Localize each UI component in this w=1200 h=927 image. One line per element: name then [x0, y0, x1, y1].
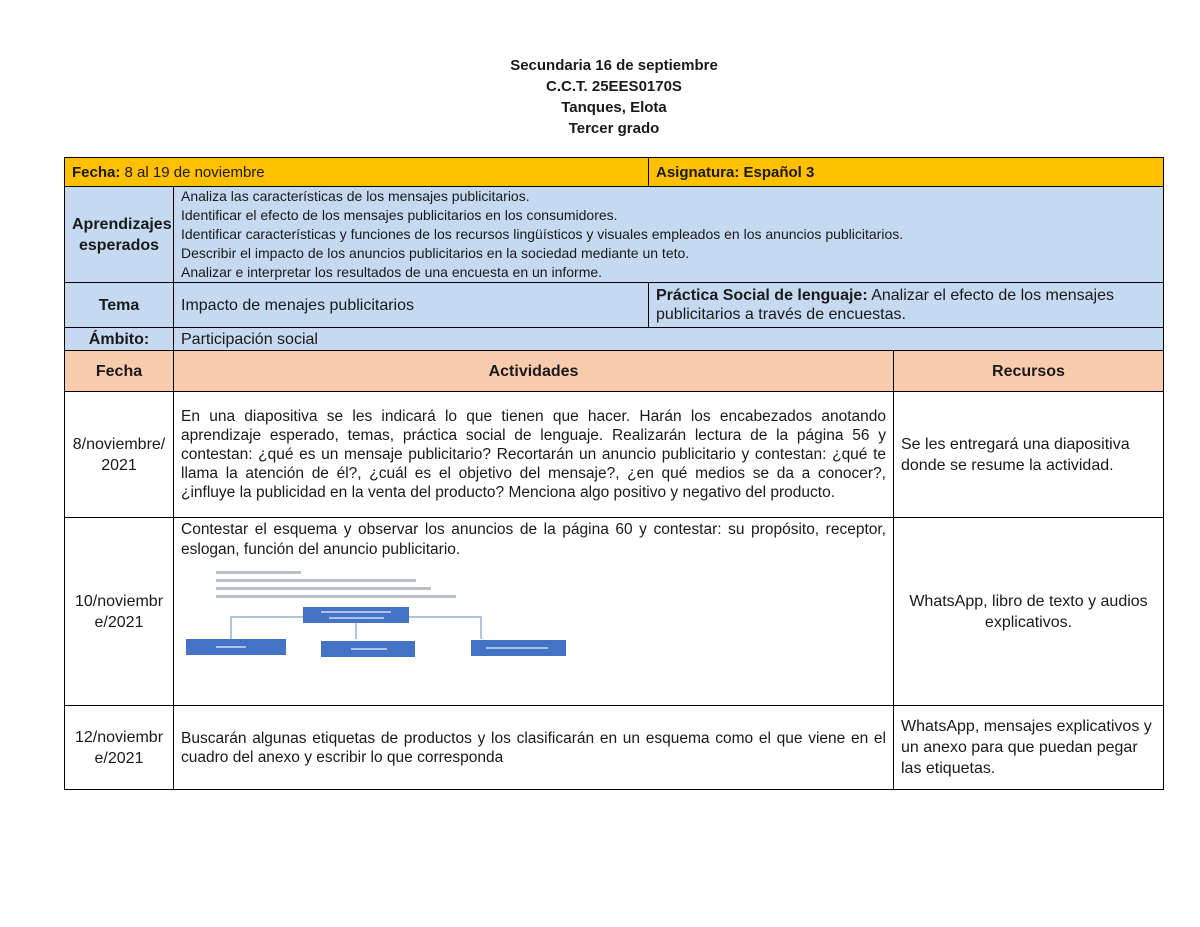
row-aprendizajes [65, 187, 1164, 283]
practica-value: Analizar el efecto de los mensajes publicitarios a través de encuestas. [656, 287, 1114, 323]
row-ambito [65, 328, 1164, 351]
row-fecha [65, 518, 174, 706]
aprendizaje-item: Describir el impacto de los anuncios publicitarios en la sociedad mediante un teto. [181, 245, 690, 261]
asignatura-label: Asignatura: Español 3 [656, 163, 815, 181]
lesson-plan-table [64, 157, 1164, 790]
tema-label: Tema [65, 283, 174, 328]
scheme-box-center [303, 607, 409, 623]
col-header-fecha: Fecha [65, 351, 174, 392]
aprendizajes-label: Aprendizajes esperados [65, 187, 174, 283]
practica-label: Práctica Social de lenguaje: [656, 287, 868, 304]
row-fecha-text: 10/noviembre/2021 [74, 592, 164, 631]
fecha-label: Fecha: [72, 163, 121, 181]
aprendizaje-item: Analiza las características de los mensajes publicitarios. [181, 188, 530, 204]
row-fecha-text: 12/noviembre/2021 [74, 728, 164, 767]
table-row [65, 706, 1164, 790]
cell-asignatura [649, 158, 1164, 187]
row-actividad: Buscarán algunas etiquetas de productos y los clasificarán en un esquema como el que viene en el cuadro del anexo y escribir lo que corresponda [174, 706, 894, 790]
aprendizaje-item: Identificar el efecto de los mensajes publicitarios en los consumidores. [181, 207, 618, 223]
table-row [65, 518, 1164, 706]
tema-value: Impacto de menajes publicitarios [174, 283, 649, 328]
row-tema [65, 283, 1164, 328]
row-column-headers [65, 351, 1164, 392]
aprendizajes-list [174, 187, 1164, 283]
row-actividad: En una diapositiva se les indicará lo que tienen que hacer. Harán los encabezados anotando aprendizaje esperado, temas, práctica social de lenguaje. Realizarán lectura de la página 56 y contestan: ¿qué es un mensaje publicitario? Recortarán un anuncio publicitario y contestan: ¿qué te llama la atención de él?, ¿cuál es el objetivo del mensaje?, ¿en qué medios se da a conocer?, ¿influye la publicidad en la venta del producto? Menciona algo positivo y negativo del producto. [174, 392, 894, 518]
fecha-value: 8 al 19 de noviembre [120, 163, 265, 181]
row-fecha [65, 706, 174, 790]
col-header-actividades: Actividades [174, 351, 894, 392]
document-header [0, 55, 1200, 139]
row-recursos: WhatsApp, mensajes explicativos y un anexo para que puedan pegar las etiquetas. [894, 706, 1164, 790]
scheme-blurred-lines [216, 571, 456, 598]
cell-fecha [65, 158, 649, 187]
ambito-label: Ámbito: [65, 328, 174, 351]
col-header-recursos: Recursos [894, 351, 1164, 392]
row-fecha [65, 392, 174, 518]
row-fecha-text: 8/noviembre/2021 [72, 435, 166, 474]
ambito-value: Participación social [174, 328, 1164, 351]
school-grade: Tercer grado [568, 120, 660, 137]
row-actividad-text: Contestar el esquema y observar los anuncios de la página 60 y contestar: su propósito, receptor, eslogan, función del anuncio publicitario. [181, 521, 886, 558]
row-recursos: Se les entregará una diapositiva donde se resume la actividad. [894, 392, 1164, 518]
row-recursos: WhatsApp, libro de texto y audios explicativos. [894, 518, 1164, 706]
row-fecha-asignatura [65, 158, 1164, 187]
school-name: Secundaria 16 de septiembre [510, 57, 718, 74]
cell-practica [649, 283, 1164, 328]
aprendizaje-item: Analizar e interpretar los resultados de una encuesta en un informe. [181, 264, 603, 280]
scheme-diagram-image [181, 567, 581, 667]
school-location: Tanques, Elota [561, 99, 667, 116]
school-cct: C.C.T. 25EES0170S [546, 78, 682, 95]
row-actividad [174, 518, 894, 706]
table-row [65, 392, 1164, 518]
aprendizaje-item: Identificar características y funciones de los recursos lingüísticos y visuales empleados en los anuncios publicitarios. [181, 226, 904, 242]
